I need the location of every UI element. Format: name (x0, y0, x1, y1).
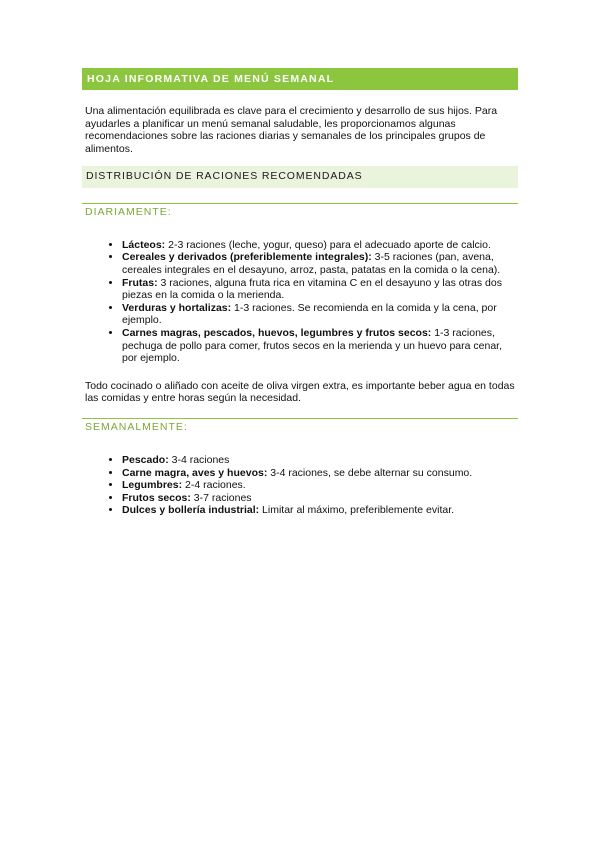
list-item-label: Frutas: (122, 276, 158, 289)
list-item-label: Pescado: (122, 454, 169, 466)
intro-paragraph: Una alimentación equilibrada es clave para el crecimiento y desarrollo de sus hijos. Para ayudarles a planificar un menú semanal saludable, les proporcionamos algunas recomendaciones sobre las raciones diarias y semanales de los principales grupos de alimentos. (85, 105, 498, 155)
list-item-label: Lácteos: (122, 238, 166, 251)
list-item (122, 327, 518, 365)
weekly-heading: SEMANALMENTE: (82, 418, 518, 438)
list-item-text: 3-7 raciones (190, 491, 252, 504)
list-item (122, 277, 518, 302)
daily-list (82, 239, 518, 365)
list-item-label: Legumbres: (122, 479, 183, 492)
list-item-label: Frutos secos: (122, 491, 191, 504)
list-item-text: 1-3 raciones. Se recomienda en la comida y la cena, por ejemplo. (122, 301, 497, 327)
list-item-label: Carnes magras, pescados, huevos, legumbres y frutos secos: (122, 327, 432, 340)
list-item-text: 1-3 raciones, pechuga de pollo para comer, frutos secos en la merienda y un huevo para cenar, por ejemplo. (122, 327, 502, 365)
list-item-text: 3 raciones, alguna fruta rica en vitamina C en el desayuno y las otras dos piezas en la comida o la merienda. (122, 276, 502, 302)
daily-heading: DIARIAMENTE: (82, 203, 518, 223)
list-item (122, 467, 518, 480)
list-item (122, 504, 518, 517)
list-item (122, 479, 518, 492)
list-item (122, 492, 518, 505)
document-page (82, 68, 518, 517)
list-item (122, 251, 518, 276)
list-item (122, 239, 518, 252)
daily-note: Todo cocinado o aliñado con aceite de oliva virgen extra, es importante beber agua en todas las comidas y entre horas según la necesidad. (85, 379, 515, 405)
list-item-text: Limitar al máximo, preferiblemente evitar. (259, 504, 455, 517)
list-item-label: Cereales y derivados (preferiblemente integrales): (122, 251, 372, 264)
list-item (122, 454, 518, 467)
list-item-label: Carne magra, aves y huevos: (122, 466, 268, 479)
weekly-list (82, 454, 518, 517)
list-item-text: 3-4 raciones (168, 454, 230, 466)
list-item-text: 2-3 raciones (leche, yogur, queso) para el adecuado aporte de calcio. (165, 238, 491, 251)
document-title: HOJA INFORMATIVA DE MENÚ SEMANAL (82, 68, 518, 90)
list-item-text: 3-4 raciones, se debe alternar su consumo. (267, 466, 473, 479)
list-item-text: 2-4 raciones. (182, 479, 246, 492)
list-item-label: Dulces y bollería industrial: (122, 504, 260, 517)
section-title: DISTRIBUCIÓN DE RACIONES RECOMENDADAS (82, 166, 518, 188)
list-item-label: Verduras y hortalizas: (122, 301, 232, 314)
list-item (122, 302, 518, 327)
list-item-text: 3-5 raciones (pan, avena, cereales integrales en el desayuno, arroz, pasta, patatas en la comida o la cena). (122, 251, 501, 277)
